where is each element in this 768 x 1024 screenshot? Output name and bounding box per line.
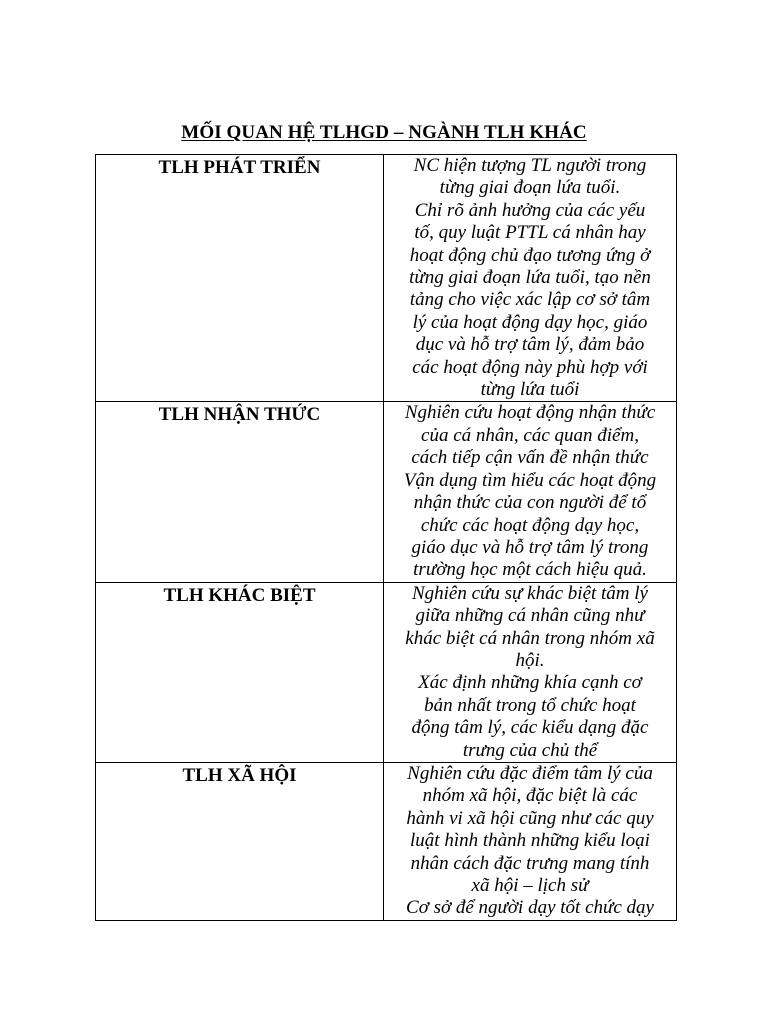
branch-description: Nghiên cứu đặc điểm tâm lý của nhóm xã hội, đặc biệt là các hành vi xã hội cũng như các quy luật hình thành những kiểu loại nhân cách đặc trưng mang tính xã hội – lịch sử Cơ sở để người dạy tốt chức dạy — [406, 762, 654, 919]
branch-name-cell — [96, 582, 384, 762]
branch-description-cell — [384, 762, 677, 920]
table-row — [96, 762, 677, 920]
branch-name: TLH XÃ HỘI — [182, 764, 297, 786]
relationship-table — [95, 154, 677, 921]
branch-description-cell — [384, 402, 677, 582]
branch-name-cell — [96, 155, 384, 402]
branch-name-cell — [96, 762, 384, 920]
branch-name: TLH NHẬN THỨC — [158, 404, 321, 426]
branch-description: Nghiên cứu sự khác biệt tâm lý giữa những cá nhân cũng như khác biệt cá nhân trong nhóm xã hội. Xác định những khía cạnh cơ bản nhất trong tổ chức hoạt động tâm lý, các kiểu dạng đặc trưng của chủ thể — [405, 582, 655, 761]
table-row — [96, 155, 677, 402]
branch-name: TLH KHÁC BIỆT — [163, 584, 316, 606]
page-title: MỐI QUAN HỆ TLHGD – NGÀNH TLH KHÁC — [181, 122, 587, 143]
branch-description-cell — [384, 155, 677, 402]
branch-name: TLH PHÁT TRIỂN — [158, 157, 321, 178]
table-row — [96, 582, 677, 762]
branch-description: NC hiện tượng TL người trong từng giai đoạn lứa tuổi. Chỉ rõ ảnh hưởng của các yếu tố, quy luật PTTL cá nhân hay hoạt động chủ đạo tương ứng ở từng giai đoạn lứa tuổi, tạo nền tảng cho việc xác lập cơ sở tâm lý của hoạt động dạy học, giáo dục và hỗ trợ tâm lý, đảm bảo các hoạt động này phù hợp với từng lứa tuổi — [409, 155, 651, 401]
branch-name-cell — [96, 402, 384, 582]
table-row — [96, 402, 677, 582]
branch-description: Nghiên cứu hoạt động nhận thức của cá nhân, các quan điểm, cách tiếp cận vấn đề nhận thức Vận dụng tìm hiểu các hoạt động nhận thức của con người để tổ chức các hoạt động dạy học, giáo dục và hỗ trợ tâm lý trong trường học một cách hiệu quả. — [403, 402, 657, 581]
branch-description-cell — [384, 582, 677, 762]
